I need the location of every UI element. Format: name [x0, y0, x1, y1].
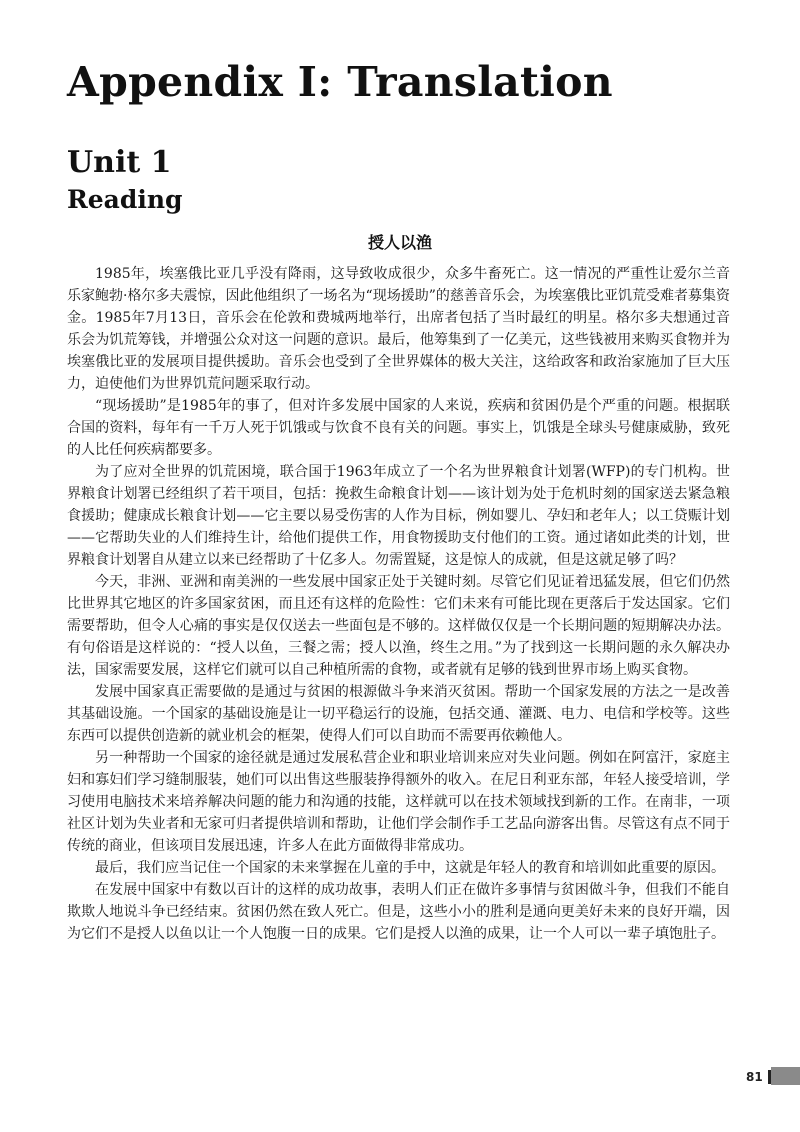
paragraph: “现场援助”是1985年的事了，但对许多发展中国家的人来说，疾病和贫困仍是个严重的问题。根据联合国的资料，每年有一千万人死于饥饿或与饮食不良有关的问题。事实上，饥饿是全球头号健康威胁，致死的人比任何疾病都要多。 — [67, 398, 730, 458]
article-body — [67, 263, 730, 945]
paragraph: 为了应对全世界的饥荒困境，联合国于1963年成立了一个名为世界粮食计划署(WFP)的专门机构。世界粮食计划署已经组织了若干项目，包括：挽救生命粮食计划——该计划为处于危机时刻的国家送去紧急粮食援助；健康成长粮食计划——它主要以易受伤害的人作为目标，例如婴儿、孕妇和老年人；以工贷赈计划——它帮助失业的人们维持生计，给他们提供工作，用食物援助支付他们的工资。通过诸如此类的计划，世界粮食计划署自从建立以来已经帮助了十亿多人。勿需置疑，这是惊人的成就，但是这就足够了吗？ — [67, 464, 730, 568]
unit-title: Unit 1 — [67, 145, 172, 180]
section-title: Reading — [67, 185, 183, 214]
paragraph: 今天，非洲、亚洲和南美洲的一些发展中国家正处于关键时刻。尽管它们见证着迅猛发展，但它们仍然比世界其它地区的许多国家贫困，而且还有这样的危险性：它们未来有可能比现在更落后于发达国家。它们需要帮助，但令人心痛的事实是仅仅送去一些面包是不够的。这样做仅仅是一个长期问题的短期解决办法。有句俗语是这样说的：“授人以鱼，三餐之需；授人以渔，终生之用。”为了找到这一长期问题的永久解决办法，国家需要发展，这样它们就可以自己种植所需的食物，或者就有足够的钱到世界市场上购买食物。 — [67, 574, 730, 678]
page-edge-tab — [771, 1067, 800, 1085]
paragraph: 另一种帮助一个国家的途径就是通过发展私营企业和职业培训来应对失业问题。例如在阿富汗，家庭主妇和寡妇们学习缝制服装，她们可以出售这些服装挣得额外的收入。在尼日利亚东部，年轻人接受培训，学习使用电脑技术来培养解决问题的能力和沟通的技能，这样就可以在技术领域找到新的工作。在南非，一项社区计划为失业者和无家可归者提供培训和帮助，让他们学会制作手工艺品向游客出售。尽管这有点不同于传统的商业，但该项目发展迅速，许多人在此方面做得非常成功。 — [67, 750, 730, 854]
paragraph: 1985年，埃塞俄比亚几乎没有降雨，这导致收成很少，众多牛畜死亡。这一情况的严重性让爱尔兰音乐家鲍勃·格尔多夫震惊，因此他组织了一场名为“现场援助”的慈善音乐会，为埃塞俄比亚饥荒受难者募集资金。1985年7月13日，音乐会在伦敦和费城两地举行，出席者包括了当时最红的明星。格尔多夫想通过音乐会为饥荒筹钱，并增强公众对这一问题的意识。最后，他筹集到了一亿美元，这些钱被用来购买食物并为埃塞俄比亚的发展项目提供援助。音乐会也受到了全世界媒体的极大关注，这给政客和政治家施加了巨大压力，迫使他们为世界饥荒问题采取行动。 — [67, 266, 730, 392]
paragraph: 在发展中国家中有数以百计的这样的成功故事，表明人们正在做许多事情与贫困做斗争，但我们不能自欺欺人地说斗争已经结束。贫困仍然在致人死亡。但是，这些小小的胜利是通向更美好未来的良好开端，因为它们不是授人以鱼以让一个人饱腹一日的成果。它们是授人以渔的成果，让一个人可以一辈子填饱肚子。 — [67, 882, 730, 942]
paragraph: 最后，我们应当记住一个国家的未来掌握在儿童的手中，这就是年轻人的教育和培训如此重要的原因。 — [95, 860, 725, 876]
article-title: 授人以渔 — [367, 233, 432, 252]
appendix-title: Appendix I: Translation — [67, 58, 613, 106]
page-number: 81 — [746, 1070, 763, 1084]
page-number-marker — [746, 1069, 771, 1085]
paragraph: 发展中国家真正需要做的是通过与贫困的根源做斗争来消灭贫困。帮助一个国家发展的方法之一是改善其基础设施。一个国家的基础设施是让一切平稳运行的设施，包括交通、灌溉、电力、电信和学校等。这些东西可以提供创造新的就业机会的框架，使得人们可以自助而不需要再依赖他人。 — [67, 684, 730, 744]
